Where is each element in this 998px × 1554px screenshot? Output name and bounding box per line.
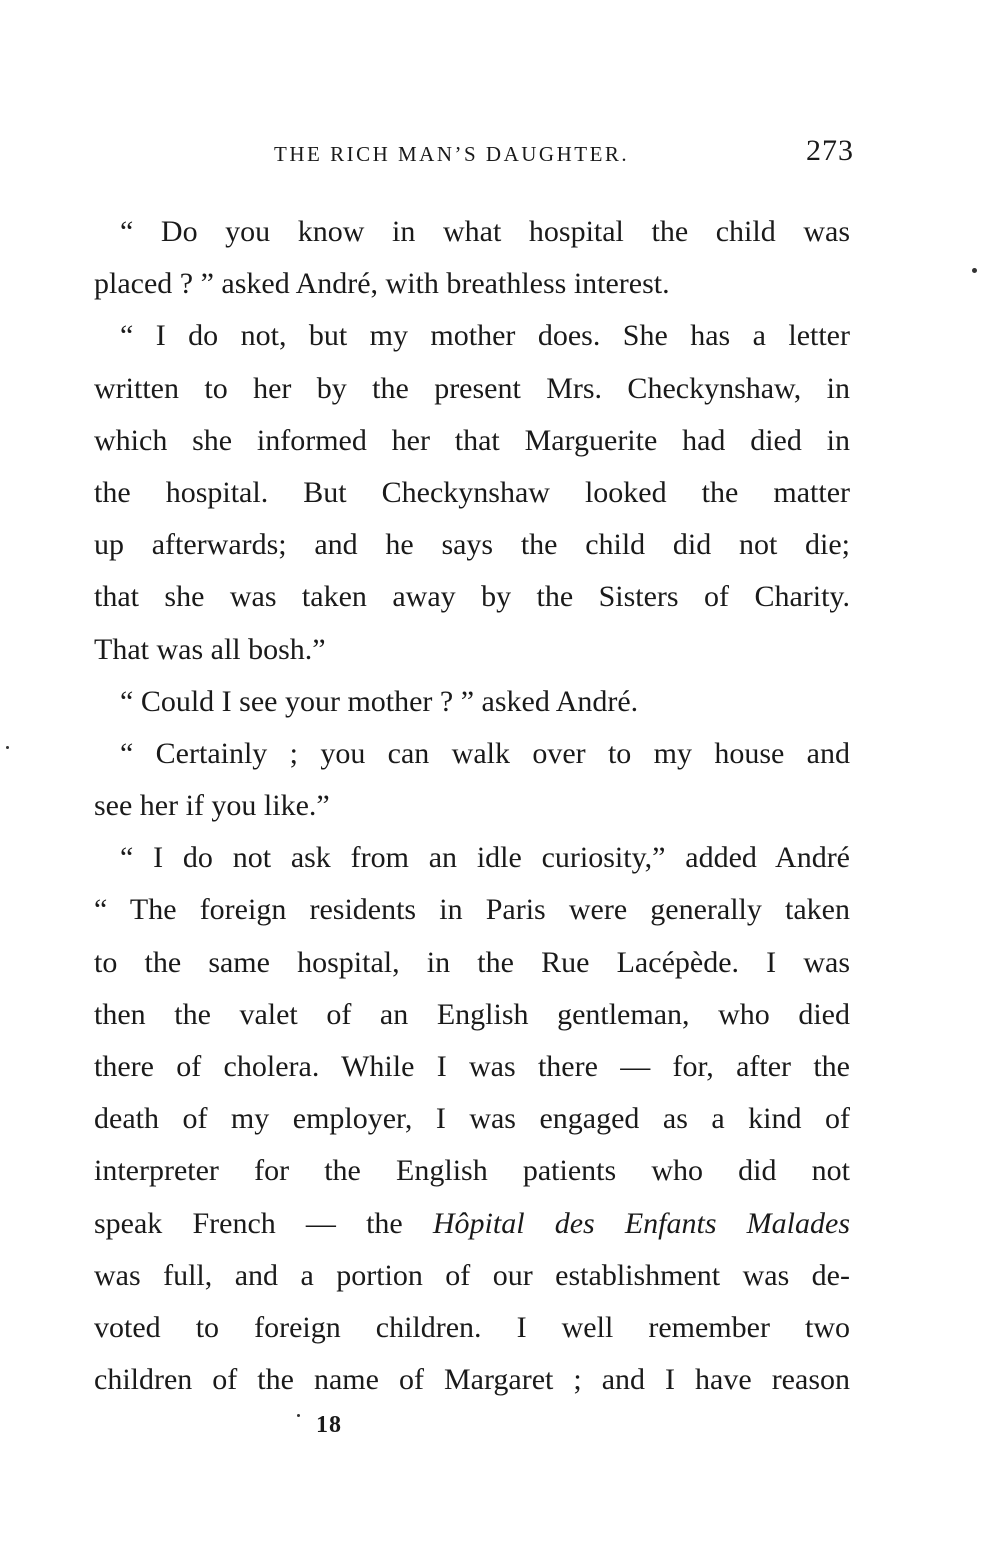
text-line: the hospital. But Checkynshaw looked the matter [94, 475, 850, 509]
text-line: there of cholera. While I was there — for, after the [94, 1050, 850, 1083]
body-text [94, 206, 850, 1406]
page-number: 273 [806, 134, 854, 167]
text-line: “ I do not ask from an idle curiosity,” added André [120, 841, 850, 875]
text-line: speak French — the Hôpital des Enfants Malades [94, 1206, 850, 1240]
print-speck [972, 268, 977, 273]
print-speck [297, 1414, 300, 1417]
text-line: written to her by the present Mrs. Checkynshaw, in [94, 371, 850, 405]
text-line: then the valet of an English gentleman, who died [94, 997, 850, 1031]
italic-phrase: Hôpital des Enfants Malades [432, 1206, 850, 1240]
text-line: “ Do you know in what hospital the child was [120, 215, 850, 248]
text-line: to the same hospital, in the Rue Lacépède. I was [94, 945, 850, 979]
text-line: That was all bosh.” [94, 632, 326, 666]
text-line: interpreter for the English patients who did not [94, 1154, 850, 1188]
text-line: that she was taken away by the Sisters of Charity. [94, 580, 850, 614]
running-title: THE RICH MAN’S DAUGHTER. [274, 142, 630, 166]
text-line: children of the name of Margaret ; and I have reason [94, 1363, 850, 1397]
text-line: “ Certainly ; you can walk over to my house and [120, 736, 850, 770]
signature-mark: 18 [316, 1412, 342, 1438]
text-line: death of my employer, I was engaged as a kind of [94, 1102, 850, 1136]
text-line: “ The foreign residents in Paris were generally taken [94, 893, 850, 927]
text-line: see her if you like.” [94, 789, 330, 823]
text-line: which she informed her that Marguerite had died in [94, 423, 850, 457]
text-line: voted to foreign children. I well remember two [94, 1310, 850, 1344]
running-head [94, 134, 854, 174]
text-line: placed ? ” asked André, with breathless interest. [94, 267, 670, 301]
print-speck [6, 746, 9, 749]
text-line: “ Could I see your mother ? ” asked André. [120, 684, 639, 718]
text-line: up afterwards; and he says the child did not die; [94, 528, 850, 562]
text-line: was full, and a portion of our establishment was de- [94, 1258, 850, 1292]
text-line: “ I do not, but my mother does. She has a letter [120, 319, 850, 353]
